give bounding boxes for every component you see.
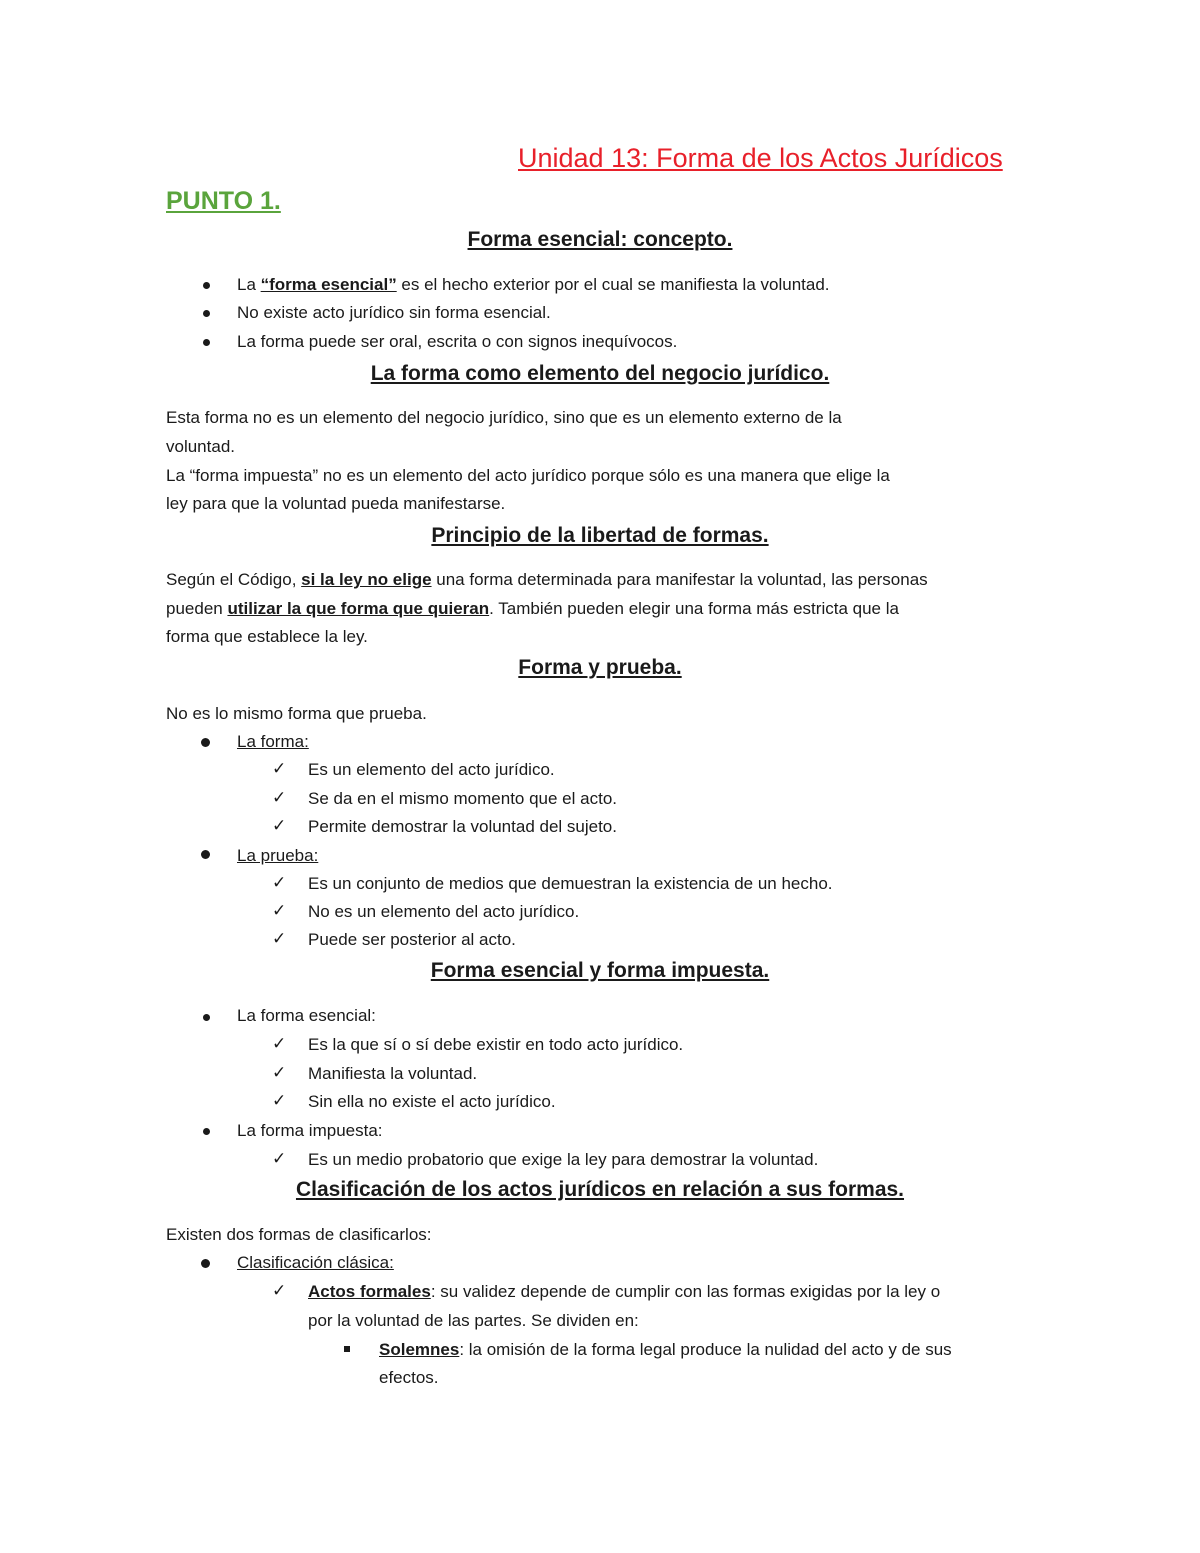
paragraph-line: Existen dos formas de clasificarlos: [166, 1225, 432, 1244]
heading-clasificacion: Clasificación de los actos jurídicos en relación a sus formas. [295, 1178, 905, 1201]
term-actos-formales: Actos formales [308, 1282, 431, 1301]
list-label-forma-impuesta: La forma impuesta: [237, 1121, 383, 1140]
check-icon: ✓ [272, 1149, 287, 1169]
bullet-dot [203, 1014, 210, 1021]
list-item: Se da en el mismo momento que el acto. [308, 789, 617, 808]
heading-esencial-impuesta: Forma esencial y forma impuesta. [430, 959, 770, 982]
list-item: Sin ella no existe el acto jurídico. [308, 1092, 556, 1111]
document-title: Unidad 13: Forma de los Actos Jurídicos [518, 143, 1003, 173]
bullet-dot [201, 738, 210, 747]
heading-forma-elemento: La forma como elemento del negocio jurídico. [370, 362, 830, 385]
check-icon: ✓ [272, 816, 287, 836]
check-icon: ✓ [272, 873, 287, 893]
list-item: La forma puede ser oral, escrita o con signos inequívocos. [237, 332, 678, 351]
list-item: Es un conjunto de medios que demuestran la existencia de un hecho. [308, 874, 833, 893]
bullet-dot [203, 1128, 210, 1135]
paragraph-line: forma que establece la ley. [166, 627, 368, 646]
check-icon: ✓ [272, 1034, 287, 1054]
paragraph-line: La “forma impuesta” no es un elemento del acto jurídico porque sólo es una manera que elige la [166, 466, 890, 485]
list-label-la-forma: La forma: [237, 732, 309, 751]
check-icon: ✓ [272, 901, 287, 921]
list-item: Permite demostrar la voluntad del sujeto. [308, 817, 617, 836]
paragraph-line: ley para que la voluntad pueda manifestarse. [166, 494, 506, 513]
list-item: Solemnes: la omisión de la forma legal produce la nulidad del acto y de sus [379, 1340, 952, 1359]
check-icon: ✓ [272, 929, 287, 949]
paragraph-line: voluntad. [166, 437, 235, 456]
list-item: Es un medio probatorio que exige la ley para demostrar la voluntad. [308, 1150, 819, 1169]
paragraph-line: Esta forma no es un elemento del negocio jurídico, sino que es un elemento externo de la [166, 408, 842, 427]
bullet-dot [203, 339, 210, 346]
heading-libertad-formas: Principio de la libertad de formas. [431, 524, 769, 547]
check-icon: ✓ [272, 1063, 287, 1083]
list-label-la-prueba: La prueba: [237, 846, 319, 865]
list-item: No es un elemento del acto jurídico. [308, 902, 580, 921]
list-item: La “forma esencial” es el hecho exterior por el cual se manifiesta la voluntad. [237, 275, 830, 294]
bullet-dot [203, 282, 210, 289]
list-label-clasificacion-clasica: Clasificación clásica: [237, 1253, 394, 1272]
heading-forma-prueba: Forma y prueba. [518, 656, 682, 679]
heading-forma-esencial-concepto: Forma esencial: concepto. [467, 228, 733, 251]
section-punto: PUNTO 1. [166, 187, 281, 215]
list-item-continuation: por la voluntad de las partes. Se dividen en: [308, 1311, 639, 1330]
check-icon: ✓ [272, 759, 287, 779]
paragraph-line: No es lo mismo forma que prueba. [166, 704, 427, 723]
paragraph-line: pueden utilizar la que forma que quieran. También pueden elegir una forma más estricta que la [166, 599, 899, 618]
list-item: Es un elemento del acto jurídico. [308, 760, 555, 779]
list-item: Es la que sí o sí debe existir en todo acto jurídico. [308, 1035, 684, 1054]
check-icon: ✓ [272, 1091, 287, 1111]
bullet-dot [201, 1259, 210, 1268]
bullet-dot [201, 850, 210, 859]
bullet-dot [203, 310, 210, 317]
check-icon: ✓ [272, 788, 287, 808]
square-bullet-icon [344, 1346, 350, 1352]
list-item: Actos formales: su validez depende de cumplir con las formas exigidas por la ley o [308, 1282, 941, 1301]
emphasis-utilizar-forma: utilizar la que forma que quieran [227, 599, 490, 618]
emphasis-si-la-ley-no-elige: si la ley no elige [301, 570, 432, 589]
term-solemnes: Solemnes [379, 1340, 460, 1359]
list-item-continuation: efectos. [379, 1368, 439, 1387]
term-forma-esencial: “forma esencial” [260, 275, 397, 294]
list-label-forma-esencial: La forma esencial: [237, 1006, 376, 1025]
paragraph-line: Según el Código, si la ley no elige una forma determinada para manifestar la voluntad, las personas [166, 570, 928, 589]
check-icon: ✓ [272, 1281, 287, 1301]
list-item: No existe acto jurídico sin forma esencial. [237, 303, 551, 322]
list-item: Manifiesta la voluntad. [308, 1064, 478, 1083]
list-item: Puede ser posterior al acto. [308, 930, 516, 949]
